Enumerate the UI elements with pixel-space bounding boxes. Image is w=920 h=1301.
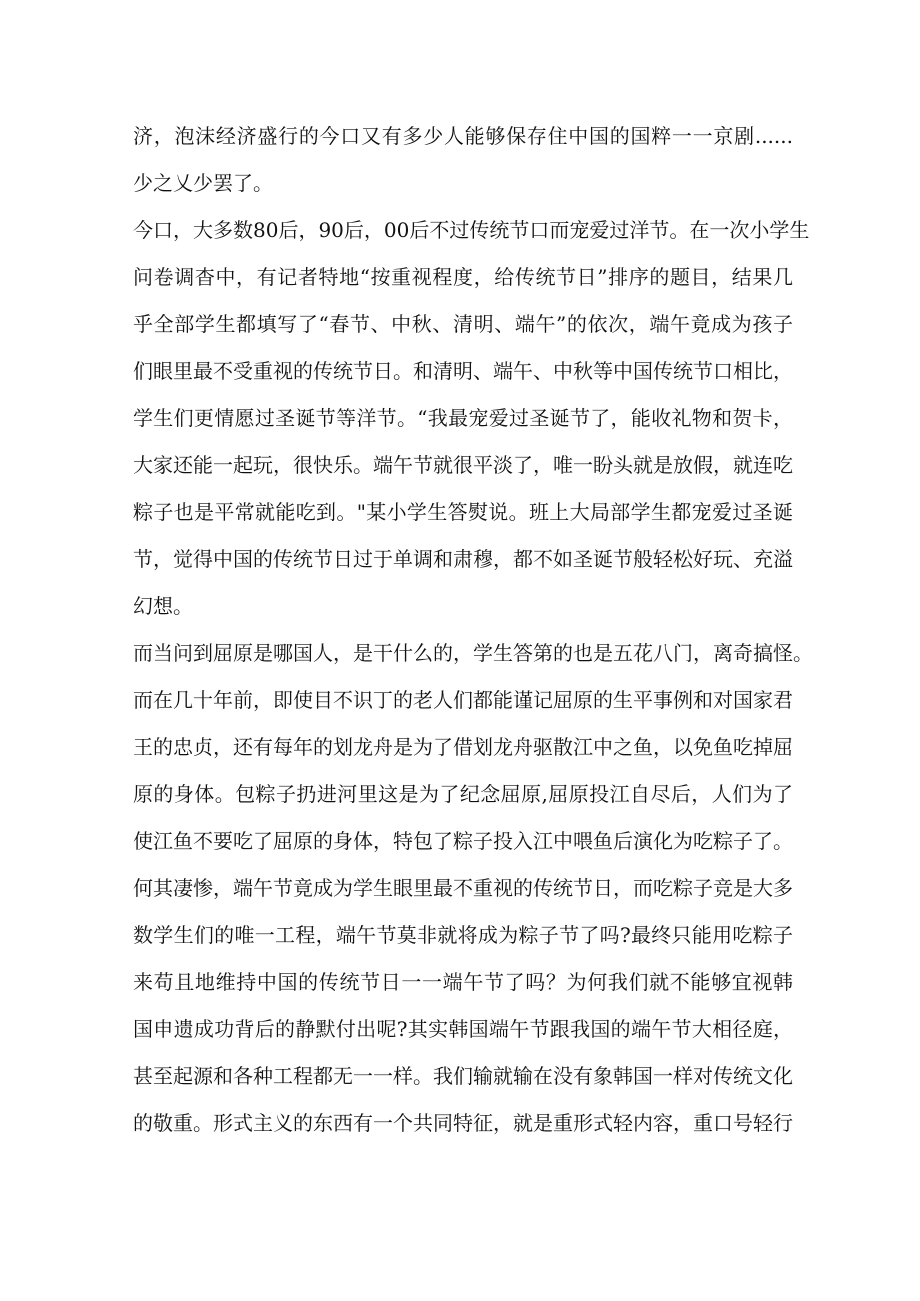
text-line-10: 节，觉得中国的传统节日过于单调和肃穆，都不如圣诞节般轻松好玩、充溢 (133, 547, 793, 571)
text-line-12: 而当问到屈原是哪国人，是干什么的，学生答第的也是五花八门，离奇搞怪。 (133, 641, 813, 665)
text-line-14: 王的忠贞，还有每年的划龙舟是为了借划龙舟驱散江中之鱼，以免鱼吃掉屈 (133, 735, 793, 759)
text-line-17: 何其凄惨，端午节竟成为学生眼里最不重视的传统节日，而吃粽子竞是大多 (133, 876, 793, 900)
text-line-3: 今口，大多数80后，90后，00后不过传统节口而宠爱过洋节。在一次小学生 (133, 218, 810, 242)
text-line-22: 的敬重。形式主义的东西有一个共同特征，就是重形式轻内容，重口号轻行 (133, 1111, 793, 1135)
text-line-8: 大家还能一起玩，很快乐。端午节就很平淡了，唯一盼头就是放假，就连吃 (133, 453, 793, 477)
text-line-16: 使江鱼不要吃了屈原的身体，特包了粽子投入江中喂鱼后演化为吃粽子了。 (133, 829, 793, 853)
text-line-20: 国申遗成功背后的静默付出呢?其实韩国端午节跟我国的端午节大相径庭， (133, 1017, 793, 1041)
body-text (133, 113, 813, 1147)
text-line-4: 问卷调杳中，有记者特地“按重视程度，给传统节日”排序的题目，结果几 (133, 265, 793, 289)
text-line-13: 而在几十年前，即使目不识丁的老人们都能谨记屈原的生平事例和对国家君 (133, 688, 793, 712)
text-line-5: 乎全部学生都填写了“春节、中秋、清明、端午”的依次，端午竟成为孩子 (133, 312, 793, 336)
text-line-11: 幻想。 (133, 594, 193, 618)
text-line-7: 学生们更情愿过圣诞节等洋节。“我最宠爱过圣诞节了，能收礼物和贺卡， (133, 406, 793, 430)
text-line-2: 少之乂少罢了。 (133, 171, 273, 195)
text-line-21: 甚至起源和各种工程都无一一样。我们输就输在没有象韩国一样对传统文化 (133, 1064, 793, 1088)
text-line-18: 数学生们的唯一工程，端午节莫非就将成为粽子节了吗?最终只能用吃粽子 (133, 923, 793, 947)
text-line-19: 来苟且地维持中国的传统节日一一端午节了吗？为何我们就不能够宜视韩 (133, 970, 793, 994)
text-line-9: 粽子也是平常就能吃到。"某小学生答熨说。班上大局部学生都宠爱过圣诞 (133, 500, 793, 524)
text-line-15: 原的身体。包粽子扔进河里这是为了纪念屈原,屈原投江自尽后，人们为了 (133, 782, 793, 806)
text-line-1: 济，泡沫经济盛行的今口又有多少人能够保存住中国的国粹一一京剧...... (133, 124, 793, 148)
text-line-6: 们眼里最不受重视的传统节日。和清明、端午、中秋等中国传统节口相比， (133, 359, 793, 383)
